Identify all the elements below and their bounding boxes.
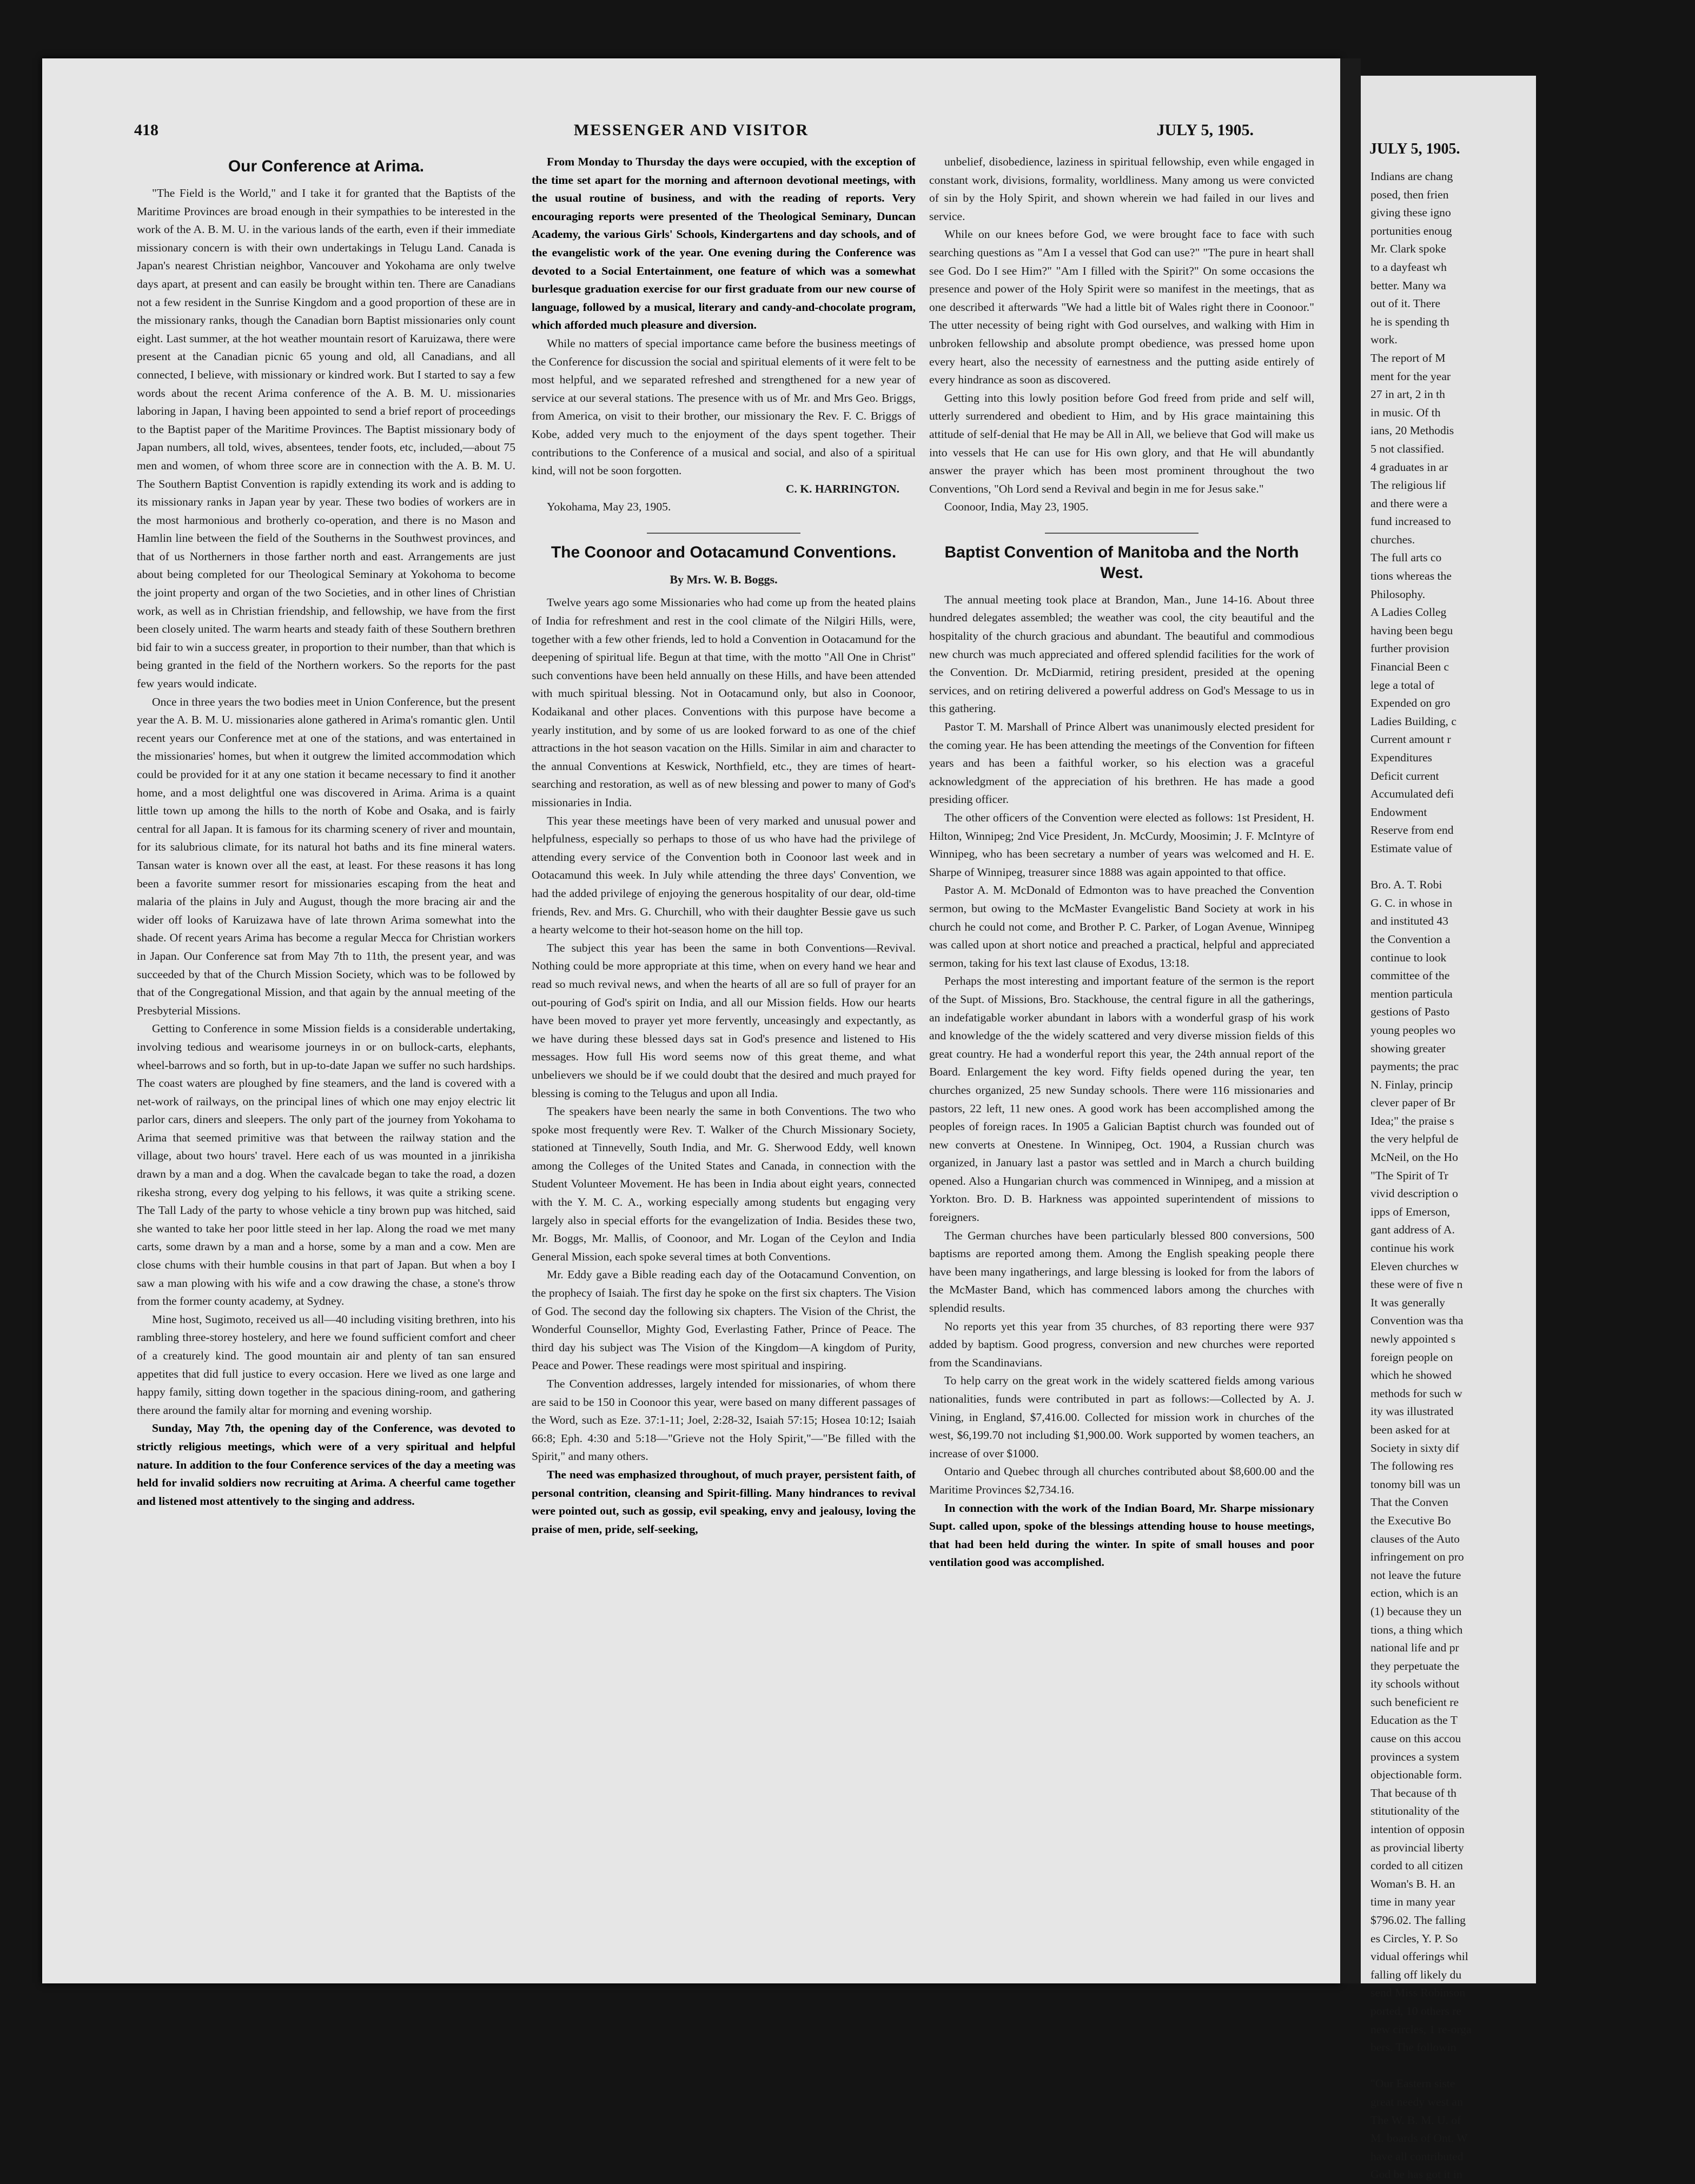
text-line: 27 in art, 2 in th (1370, 388, 1445, 401)
text-line: ity schools without (1370, 1677, 1460, 1691)
text-line: "The Spirit of Tr (1370, 1169, 1448, 1182)
text-line: young peoples wo (1370, 1023, 1456, 1037)
text-line: giving these igno (1370, 206, 1451, 220)
page-header (42, 121, 1340, 148)
text-line: M. boards of Ont. W (1370, 2132, 1468, 2145)
text-line: Society in sixty dif (1370, 1441, 1459, 1455)
text-line: tions whereas the (1370, 569, 1452, 583)
paragraph: Pastor A. M. McDonald of Edmonton was to have preached the Convention sermon, but owing to the McMaster Evangelistic Band Society at work in his church he could not come, and Brother P. C. Parker, of Logan Avenue, Winnipeg was called upon at short notice and preached a practical, helpful and appreciated sermon, taking for his text last clause of Exodus, 13:18. (929, 884, 1314, 970)
text-line: 5 not classified. (1370, 442, 1445, 455)
adjacent-page-date: JULY 5, 1905. (1369, 141, 1460, 157)
text-line: lege a total of (1370, 678, 1435, 692)
paragraph: The speakers have been nearly the same in both Conventions. The two who spoke most frequently were Rev. T. Walker of the Church Missionary Society, stationed at Tinnevelly, South India, and Mr. G. Sherwood Eddy, well known among the Colleges of the United States and Canada, in connection with the Student Volunteer Movement. He has been in India about eight years, connected with the Y. M. C. A., working especially among students but engaging very largely also in special efforts for the evangelization of India. Besides these two, Mr. Boggs, Mr. Mallis, of Coonoor, and Mr. Logan of the Ceylon and India General Mission, each spoke several times at both Conventions. (532, 1105, 916, 1263)
column-3 (929, 153, 1314, 1959)
divider (647, 533, 800, 534)
text-line: Idea;" the praise s (1370, 1114, 1454, 1127)
paragraph: In connection with the work of the Indian Board, Mr. Sharpe missionary Supt. called upon, spoke of the blessings attending house to house meetings, that had been held during the winter. In spite of small houses and poor ventilation good was accomplished. (929, 1501, 1314, 1569)
text-line: tions, a thing which (1370, 1623, 1463, 1636)
text-line: the Executive Bo (1370, 1513, 1451, 1527)
paragraph: Getting into this lowly position before God freed from pride and self will, utterly surrendered and obedient to Him, and by His grace maintaining this attitude of self-denial that He may be All in All, we believe that God will make us into vessels that He can use for His own glory, and that He will abundantly answer the prayer which has been most prominent throughout the two Conventions, "Oh Lord send a Revival and begin in me for Jesus sake." (929, 391, 1314, 495)
text-line: newly appointed s (1370, 1332, 1456, 1345)
signature: C. K. HARRINGTON. (785, 482, 899, 495)
paragraph: Perhaps the most interesting and important feature of the sermon is the report of the Supt. of Missions, Bro. Stackhouse, the central figure in all the gatherings, an indefatigable worker abundant in labors with a wonderful grasp of his work and knowledge of the the widely scattered and very diverse mission fields of this great country. He had a wonderful report this year, the 24th annual report of the Board. Enlargement the key word. Fifty fields opened during the year, ten churches organized, 25 new Sunday schools. There were 116 missionaries and pastors, 22 left, 11 new ones. A good work has been accomplished among the peoples of foreign races. In 1905 a Galician Baptist church was founded out of new converts at Onestene. In Winnipeg, Oct. 1904, a Russian church was organized, in January last a pastor was settled and in March a church building opened. Also a Hungarian church was commenced in Winnipeg, and a mission at Yorkton. Bro. D. B. Harkness was appointed superintendent of missions to foreigners. (929, 974, 1314, 1224)
paragraph: unbelief, disobedience, laziness in spiritual fellowship, even while engaged in constant work, divisions, formality, worldliness. Many among us were convicted of sin by the Holy Spirit, and shown wherein we had failed in our lives and service. (929, 155, 1314, 223)
paragraph: Getting to Conference in some Mission fields is a considerable undertaking, involving tedious and wearisome journeys in or on bullock-carts, elephants, wheel-barrows and so forth, but in up-to-date Japan we suffer no such hardships. The coast waters are ploughed by fine steamers, and the land is covered with a net-work of railways, on the principal lines of which one may enjoy electric lit parlor cars, diners and sleepers. The only part of the journey from Yokohama to Arima that seemed primitive was that between the railway station and the village, about two hours' travel. Here each of us was mounted in a jinrikisha drawn by a man and a dog. When the cavalcade began to take the road, a dozen rikesha strong, every dog yelping to his fellows, it was quite a striking scene. The Tall Lady of the party to whose vehicle a tiny brown pup was hitched, said she wanted to take her poor little steed in her lap. Along the road we met many carts, some drawn by a man and a horse, some by a man and a cow. Men are close chums with their humble cousins in that part of Japan. But when a boy I saw a man plowing with his wife and a cow drawing the chase, a stone's throw from the former county academy, at Sydney. (137, 1022, 515, 1308)
text-line: they perpetuate the (1370, 1659, 1460, 1672)
text-line: been asked for at (1370, 1423, 1450, 1436)
text-line: Education as the T (1370, 1714, 1458, 1727)
byline: By Mrs. W. B. Boggs. (670, 572, 778, 586)
paragraph: The Convention addresses, largely intended for missionaries, of whom there are said to be 150 in Coonoor this year, were based on many different passages of the Word, such as Eze. 37:1-11; Joel, 2:28-32, Isaiah 57:15; Hosea 10:12; Isaiah 66:8; Eph. 4:30 and 5:18—"Grieve not the Holy Spirit,"—"Be filled with the Spirit," and many others. (532, 1377, 916, 1463)
text-line: foreign people on (1370, 1350, 1453, 1364)
text-line: such beneficient re (1370, 1695, 1459, 1709)
paragraph: The need was emphasized throughout, of much prayer, persistent faith, of personal contrition, cleansing and Spirit-filling. Many hindrances to revival were pointed out, such as gossip, evil speaking, envy and jealousy, loving the praise of men, pride, self-seeking, (532, 1468, 916, 1536)
text-line: es Circles, Y. P. So (1370, 1931, 1458, 1945)
text-line: clever paper of Br (1370, 1096, 1455, 1110)
text-line: having been begu (1370, 623, 1453, 637)
paragraph: The subject this year has been the same in both Conventions—Revival. Nothing could be more appropriate at this time, when on every hand we hear and read so much revival news, and when the hearts of all are so full of prayer for an out-pouring of God's spirit on India, and all our Mission fields. How our hearts have been moved to prayer yet more fervently, unceasingly and expectantly, as we have during these blessed days sat in God's presence and listened to His messages. How full His word seems now of this great theme, and what unbelievers we should be if we could doubt that the desired and much prayed for blessing is coming to the Telugus and upon all India. (532, 941, 916, 1100)
text-line: Convention was tha (1370, 1314, 1464, 1327)
newspaper-page (42, 58, 1340, 1983)
paragraph: The annual meeting took place at Brandon, Man., June 14-16. About three hundred delegates assembled; the weather was cool, the city beautiful and the hospitality of the church gracious and abundant. The beautiful and commodious new church was much appreciated and offered splendid facilities for the work of the Convention. Dr. McDiarmid, retiring president, presided at the opening services, and on retiring delivered a powerful address on God's Message to us in this gathering. (929, 593, 1314, 715)
text-line: ection, which is an (1370, 1586, 1458, 1600)
text-line: McNeil, on the Ho (1370, 1151, 1458, 1164)
article-title-manitoba: Baptist Convention of Manitoba and the North West. (944, 543, 1299, 582)
paragraph: "The Field is the World," and I take it for granted that the Baptists of the Maritime Provinces are broad enough in their sympathies to be interested in the work of the A. B. M. U. in the various lands of the earth, even if their immediate missionary concern is with their own undertakings in Telugu Land. Canada is Japan's nearest Christian neighbor, Vancouver and Yokohama are only twelve days apart, at present and can easily be brought within ten. There are Canadians not a few resident in the Sunrise Kingdom and a good proportion of these are in the missionary ranks, though the Canadian born Baptist missionaries only count eight. Last summer, at the hot weather mountain resort of Karuizawa, there were present at the Canadian picnic 65 young and old, all Canadians, and all connected, I believe, with missionary or kindred work. But I started to say a few words about the recent Arima conference of the A. B. M. U. missionaries laboring in Japan, I having been appointed to send a brief report of proceedings to the Baptist paper of the Maritime Provinces. The Baptist missionary body of Japan numbers, all told, wives, absentees, tender foots, etc, included,—about 75 men and women, of whom three score are in connection with the A. B. M. U. The Southern Baptist Convention is rapidly extending its work and is adding to its missionary ranks in Japan year by year. These two bodies of workers are in the most harmonious and brotherly co-operation, and there is no Mason and Hamlin line between the field of the Southerns in the Southwest provinces, and that of us Northerners in those farther north and east. Arrangements are just about being completed for our Theological Seminary at Yokohoma to become the joint property and organ of the two Societies, and in other lines of Christian work, as well as in Christian friendship, and fellowship, we have from the first been closely united. The warm hearts and steady faith of these Southern brethren bid fair to win a success greater, in proportion to their number, than that which is being granted in the field of the Northern workers. So the reports for the past few years would indicate. (137, 187, 515, 691)
text-line: ians, 20 Methodis (1370, 424, 1454, 437)
masthead: MESSENGER AND VISITOR (573, 121, 809, 139)
text-line: work. (1370, 333, 1398, 347)
text-line: ipps of Emerson, (1370, 1205, 1450, 1218)
text-line: better. Many wa (1370, 278, 1446, 292)
text-line: showing greater (1370, 1041, 1446, 1055)
text-line: new circles, 1 re-orga (1370, 2022, 1472, 2036)
column-1 (137, 153, 515, 1959)
article-title-coonoor: The Coonoor and Ootacamund Conventions. (551, 543, 897, 561)
text-line: The following res (1370, 1459, 1454, 1473)
text-line: God be has got it in (1370, 2168, 1462, 2181)
text-line: churches. (1370, 533, 1415, 546)
paragraph: From Monday to Thursday the days were occupied, with the exception of the time set apart for the morning and afternoon devotional meetings, with the usual routine of business, and with the reading of reports. Very encouraging reports were presented of the Theological Seminary, Duncan Academy, the various Girls' Schools, Kindergartens and day schools, and of the evangelistic work of the year. One evening during the Conference was devoted to a Social Entertainment, one feature of which was a somewhat burlesque graduation exercise for our first graduate from our new course of language, followed by a musical, literary and candy-and-chocolate program, which afforded much pleasure and diversion. (532, 155, 916, 332)
paragraph: Once in three years the two bodies meet in Union Conference, but the present year the A. B. M. U. missionaries alone gathered in Arima's romantic glen. Until recent years our Conference met at one of the stations, and was entertained in the missionaries' homes, but when it outgrew the limited accommodation which could be provided for it at any one station it became necessary to find it another home, and a most delightful one was discovered in Arima. Arima is a quaint little town up among the hills to the north of Kobe and Osaka, and is fairly central for all Japan. It is famous for its charming scenery of river and mountain, for its salubrious climate, for its natural hot baths and its fine mineral waters. Tansan water is known over all the east, at least. For these reasons it has long been a favorite summer resort for missionaries escaping from the heat and malaria of the plains in July and August, though the more bracing air and the wider off looks of Karuizawa have of late thrown Arima somewhat into the shade. Of recent years Arima has become a regular Mecca for Christian workers in Japan. Our Conference sat from May 7th to 11th, the present year, and was succeeded by that of the Church Mission Society, which was to be followed by that of the Congregational Mission, and that again by the annual meeting of the Presbyterial Missions. (137, 695, 515, 1017)
text-line: time in many year (1370, 1895, 1455, 1909)
text-line: That because of th (1370, 1786, 1456, 1800)
text-line: committee of the (1370, 969, 1450, 983)
paragraph: Sunday, May 7th, the opening day of the Conference, was devoted to strictly religious meetings, which were of a very spiritual and helpful nature. In addition to the four Conference services of the day a meeting was held for invalid soldiers now recruiting at Arima. A cheerful came together and listened most attentively to the singing and address. (137, 1422, 515, 1508)
text-line: N. Finlay, princip (1370, 1078, 1453, 1091)
text-line: send Miss Robinson (1370, 1986, 1466, 2000)
paragraph: No reports yet this year from 35 churches, of 83 reporting there were 937 added by baptism. Good progress, conversion and new churches were reported from the Scandinavians. (929, 1319, 1314, 1369)
text-line: gestions of Pasto (1370, 1005, 1450, 1019)
text-line: in music. Of th (1370, 406, 1441, 419)
text-line: portunities enoug (1370, 224, 1452, 237)
text-line: The W. B. M. U. of (1370, 2113, 1461, 2127)
text-line (1370, 2057, 1695, 2075)
text-line: Expended on gro (1370, 696, 1451, 710)
text-line: infringement on pro (1370, 1550, 1464, 1564)
paragraph: To help carry on the great work in the widely scattered fields among various nationalities, funds were contributed in part as follows:—Collected by A. J. Vining, in England, $7,416.00. Collected for mission work in churches of the west, $6,199.70 not including $1,900.00. Work supported by women teachers, an increase of over $1000. (929, 1374, 1314, 1460)
paragraph: This year these meetings have been of very marked and unusual power and helpfulness, especially so perhaps to those of us who have had the privilege of attending every service of the Convention both in Coonoor last week and in Ootacamund this week. In July while attending the three days' Convention, we had the added privilege of enjoying the generous hospitality of our dear, old-time friends, Rev. and Mrs. G. Churchill, who with their daughter Bessie gave us such a hearty welcome to their hot-season home on the hill top. (532, 814, 916, 937)
text-line: national life and pr (1370, 1641, 1459, 1655)
text-line: he is spending th (1370, 315, 1449, 328)
paragraph: Mr. Eddy gave a Bible reading each day of the Ootacamund Convention, on the prophecy of Isaiah. The first day he spoke on the first six chapters. The Vision of God. The second day the following six chapters. The Vision of the Christ, the Wonderful Counsellor, Mighty God, Everlasting Father, Prince of Peace. The third day his subject was The Vision of the Kingdom—A kingdom of Purity, Peace and Power. These readings were most spiritual and inspiring. (532, 1268, 916, 1372)
text-line: Mr. Clark spoke (1370, 242, 1446, 256)
text-line: stitutionality of the (1370, 1804, 1460, 1818)
text-line: That the Conven (1370, 1496, 1448, 1509)
text-line: not leave the future (1370, 1568, 1461, 1582)
text-line: Endowment (1370, 805, 1427, 819)
text-line: Eleven churches w (1370, 1259, 1459, 1273)
text-line: ment for the year (1370, 369, 1451, 383)
paragraph: While no matters of special importance came before the business meetings of the Conference for discussion the social and spiritual elements of it were felt to be most helpful, and we separated refreshed and strengthened for a new year of service at our several stations. The presence with us of Mr. and Mrs Geo. Briggs, from America, on visit to their brother, our missionary the Rev. F. C. Briggs of Kobe, added very much to the enjoyment of the days spent together. Their contributions to the Conference of a musical and social, and also of a spiritual kind, will not be soon forgotten. (532, 336, 916, 477)
text-line: payments; the prac (1370, 1060, 1459, 1073)
text-line: $796.02. The falling (1370, 1914, 1466, 1927)
text-line (1370, 858, 1695, 877)
text-line: tonomy bill was un (1370, 1477, 1461, 1491)
text-line: these were of five n (1370, 1278, 1463, 1291)
text-line: (1) because they un (1370, 1604, 1462, 1618)
text-line: The full arts co (1370, 551, 1442, 565)
text-line: A Ladies Colleg (1370, 606, 1447, 619)
text-line: the Convention a (1370, 932, 1451, 946)
text-line: the very helpful de (1370, 1132, 1459, 1146)
text-line: and there were a (1370, 496, 1448, 510)
text-line: out of it. There (1370, 297, 1441, 310)
adjacent-page-column (1370, 168, 1695, 2184)
page-gutter (1340, 58, 1361, 1983)
text-line: Accumulated defi (1370, 787, 1454, 801)
page-number: 418 (134, 121, 158, 139)
text-line: "Our Eastern siste (1370, 2077, 1455, 2090)
paragraph: While on our knees before God, we were brought face to face with such searching questions as "Am I a vessel that God can use?" "The pure in heart shall see God. Do I see Him?" "Am I filled with the Spirit?" On some occasions the presence and power of the Holy Spirit were so manifest in the meetings, that as one described it afterwards "We had a little bit of Wales right there in Coonoor." The utter necessity of being right with God ourselves, and walking with Him in unbroken fellowship and absolute prompt obedience, was pressed home upon every heart, also the necessity of earnestness and the putting aside entirely of every hindrance as soon as discovered. (929, 228, 1314, 387)
dateline: Coonoor, India, May 23, 1905. (944, 500, 1089, 514)
text-line: Philosophy. (1370, 587, 1426, 601)
text-line: Expenditures (1370, 751, 1432, 764)
text-line: G. C. in whose in (1370, 896, 1453, 910)
paragraph: Pastor T. M. Marshall of Prince Albert was unanimously elected president for the coming year. He has been attending the meetings of the Convention for fifteen years and has been a faithful worker, so his election was a graceful acknowledgment of the appreciation of his brethren. He has made a good presiding officer. (929, 720, 1314, 806)
divider (1045, 533, 1199, 534)
text-line: gant address of A. (1370, 1223, 1455, 1237)
text-line: intention of opposin (1370, 1823, 1465, 1836)
text-line: continue to look (1370, 951, 1447, 964)
paragraph: Ontario and Quebec through all churches contributed about $8,600.00 and the Maritime Provinces $2,734.16. (929, 1465, 1314, 1496)
text-line: methods for such w (1370, 1386, 1462, 1400)
paragraph: Mine host, Sugimoto, received us all—40 including visiting brethren, into his rambling three-storey hostelery, and here we found sufficient comfort and cheer of a creaturely kind. The good mountain air and plenty of tan san ensured appetites that did full justice to every occasion. Here we lived as one large and happy family, sitting down together in the spacious dining-room, and gathering there around the family altar for morning and evening worship. (137, 1312, 515, 1417)
text-line: which he showed (1370, 1369, 1452, 1382)
text-line: Woman's B. H. an (1370, 1877, 1455, 1890)
text-line: bers. The followin (1370, 2041, 1456, 2054)
text-line: further provision (1370, 642, 1449, 655)
text-line: cause on this accou (1370, 1732, 1461, 1745)
text-line: have all contributed (1370, 2149, 1464, 2163)
text-line: The report of M (1370, 351, 1446, 364)
dateline: Yokohama, May 23, 1905. (547, 500, 671, 514)
text-line: objectionable form. (1370, 1768, 1462, 1782)
text-line: Estimate value of (1370, 841, 1453, 855)
text-line: mention particula (1370, 987, 1453, 1000)
paragraph: Twelve years ago some Missionaries who had come up from the heated plains of India for refreshment and rest in the cool climate of the Nilgiri Hills, were, together with a few other friends, led to hold a Convention in Ootacamund for the deepening of spiritual life. Begun at that time, with the motto "All One in Christ" such conventions have been held annually on these Hills, and have been attended with much spiritual blessing. Not in Ootacamund only, but also in Coonoor, Kodaikanal and other places. Conventions with this purpose have become a yearly institution, and by some of us are looked forward to as one of the chief attractions in the hot season vacation on the Hills. Similar in aim and character to the annual Conventions at Keswick, Northfield, etc., they are times of heart-searching and restoration, as well as of new blessing and power to many of God's missionaries in India. (532, 596, 916, 809)
issue-date: JULY 5, 1905. (1156, 121, 1254, 139)
text-line: vidual offerings whil (1370, 1950, 1468, 1963)
text-line: as provincial liberty (1370, 1841, 1464, 1854)
text-line: to a dayfeast wh (1370, 260, 1447, 274)
paragraph: The other officers of the Convention were elected as follows: 1st President, H. Hilton, Winnipeg; 2nd Vice President, Jn. McCurdy, Moosimin; J. F. McIntyre of Winnipeg, who has been secretary a number of years was welcomed and H. E. Sharpe of Winnipeg, treasurer since 1888 was again appointed to that office. (929, 811, 1314, 879)
text-line: It was generally (1370, 1296, 1445, 1309)
text-line: ported, 10 others re (1370, 2004, 1461, 2017)
text-line: Deficit current (1370, 769, 1439, 782)
adjacent-page-fragment (1361, 76, 1536, 2181)
text-line: Financial Been c (1370, 660, 1449, 674)
text-line: Indians are chang (1370, 170, 1453, 183)
text-line: great needy west an (1370, 2095, 1463, 2108)
text-line: falling off likely du (1370, 1968, 1462, 1981)
text-line: clauses of the Auto (1370, 1532, 1460, 1545)
column-2 (532, 153, 916, 1959)
text-line: Current amount r (1370, 733, 1451, 746)
text-line: and instituted 43 (1370, 914, 1448, 928)
text-line: corded to all citizen (1370, 1859, 1463, 1873)
text-line: Reserve from end (1370, 824, 1454, 837)
text-line: vivid description o (1370, 1187, 1458, 1200)
article-title-arima: Our Conference at Arima. (228, 157, 425, 175)
text-line: ity was illustrated (1370, 1405, 1454, 1418)
text-line: posed, then frien (1370, 188, 1449, 201)
text-line: The religious lif (1370, 479, 1446, 492)
text-line: continue his work (1370, 1242, 1454, 1255)
paragraph: The German churches have been particularly blessed 800 conversions, 500 baptisms are reported among them. Among the English speaking people there have been many ingatherings, and large blessing is looked for from the labors of the McMaster Band, which has commenced labors among the churches with splendid results. (929, 1229, 1314, 1315)
text-line: 4 graduates in ar (1370, 460, 1448, 474)
text-line: Ladies Building, c (1370, 714, 1456, 728)
text-line: Bro. A. T. Robi (1370, 878, 1442, 892)
text-line: fund increased to (1370, 515, 1451, 528)
text-line: provinces a system (1370, 1750, 1460, 1763)
